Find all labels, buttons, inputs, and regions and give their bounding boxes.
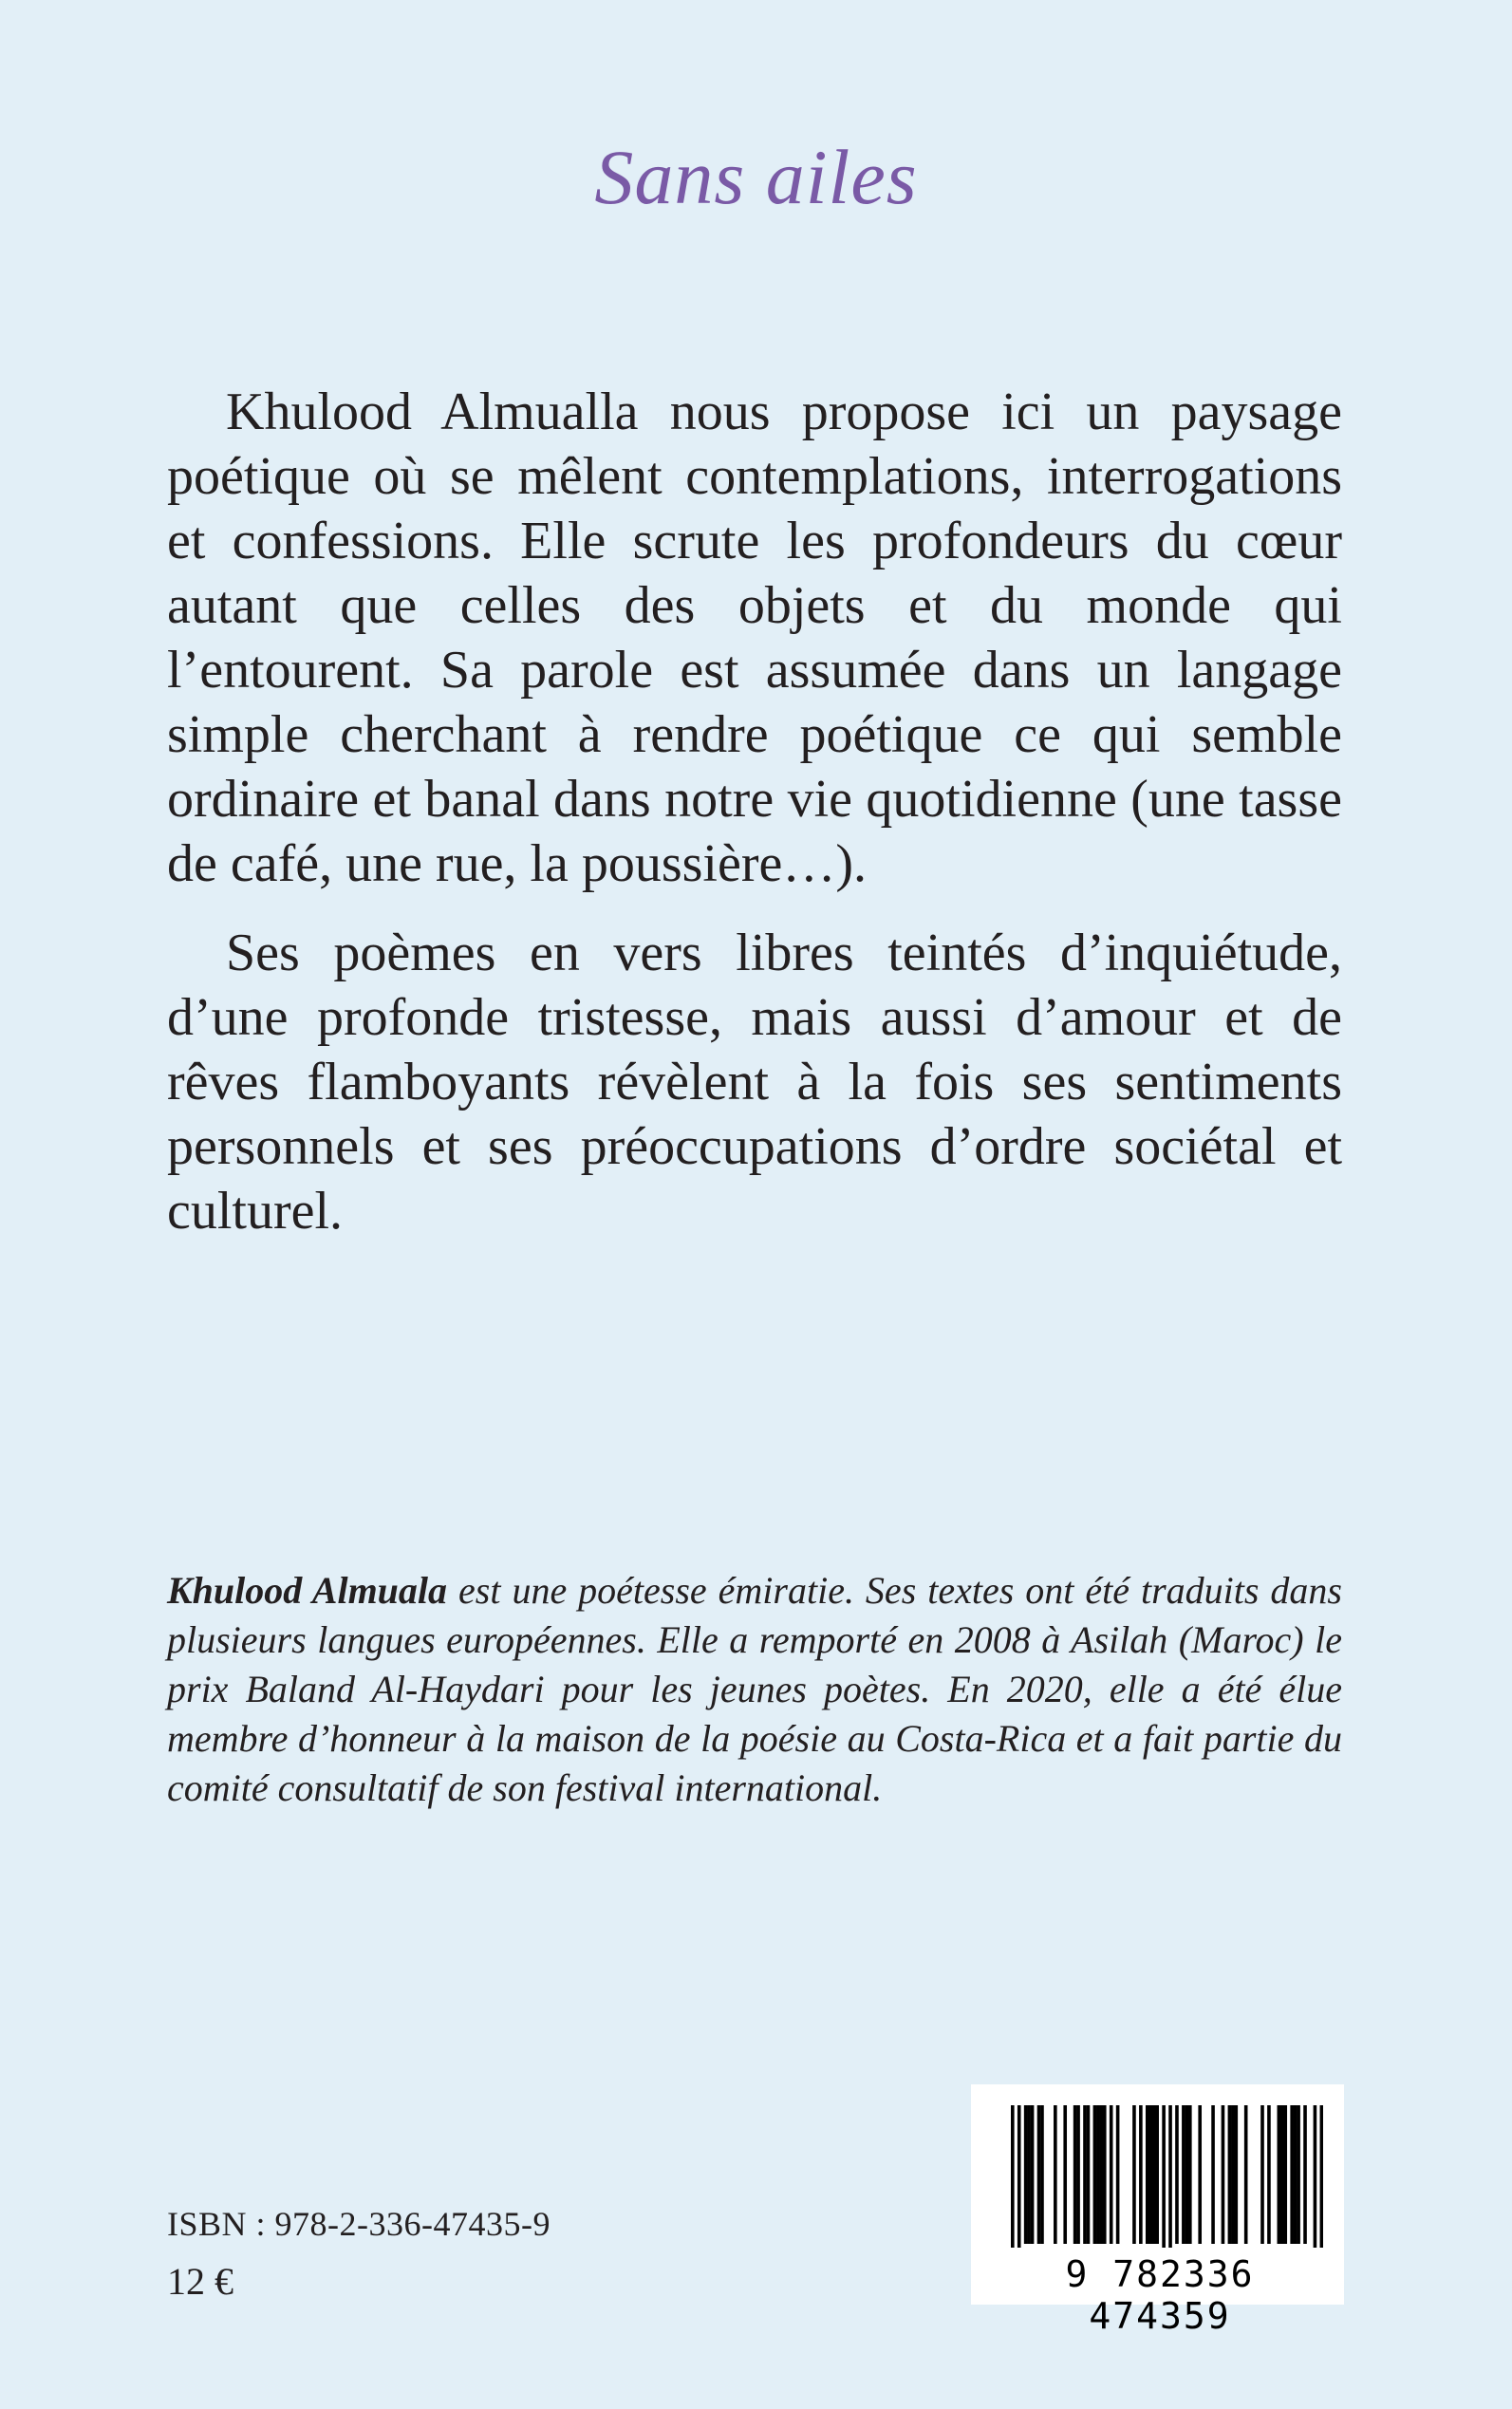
barcode-bar (1093, 2105, 1097, 2244)
book-blurb (167, 380, 1342, 1268)
barcode-bar (1132, 2105, 1136, 2244)
barcode-bar (1155, 2105, 1159, 2244)
barcode-bar (1031, 2105, 1035, 2244)
barcode-bar (1185, 2105, 1189, 2244)
price: 12 € (167, 2260, 233, 2303)
barcode-bar (1188, 2105, 1192, 2244)
barcode-bar (1231, 2105, 1235, 2244)
barcode-bar (1175, 2105, 1179, 2244)
barcode-guard-bar (1168, 2105, 1172, 2248)
barcode-bar (1267, 2105, 1271, 2244)
barcode-bar (1139, 2105, 1143, 2244)
barcode-bar (1280, 2105, 1284, 2244)
barcode-bar (1303, 2105, 1307, 2244)
barcode-bar (1054, 2105, 1057, 2244)
barcode (971, 2084, 1344, 2337)
barcode-bar (1294, 2105, 1297, 2244)
author-name: Khulood Almuala (167, 1569, 448, 1612)
barcode-bar (1278, 2105, 1281, 2244)
barcode-bar (1244, 2105, 1248, 2244)
author-bio (167, 1566, 1342, 1813)
barcode-bar (1116, 2105, 1120, 2244)
barcode-guard-bar (1162, 2105, 1166, 2248)
barcode-bar (1103, 2105, 1107, 2244)
barcode-bar (1076, 2105, 1080, 2244)
barcode-bar (1211, 2105, 1215, 2244)
barcode-bar (1290, 2105, 1294, 2244)
barcode-bar (1037, 2105, 1041, 2244)
barcode-guard-bar (1320, 2105, 1323, 2248)
barcode-bar (1148, 2105, 1152, 2244)
book-title: Sans ailes (594, 134, 918, 220)
barcode-bar (1260, 2105, 1264, 2244)
barcode-guard-bar (1011, 2105, 1015, 2248)
barcode-bar (1283, 2105, 1287, 2244)
barcode-digits: 9 782336 474359 (1065, 2253, 1255, 2337)
barcode-bar (1110, 2105, 1113, 2244)
barcode-bar (1027, 2105, 1031, 2244)
blurb-paragraph: Khulood Almualla nous propose ici un paysage poétique où se mêlent contemplations, interrogations et confessions. Elle scrute les profondeurs du cœur autant que celles des objets et du monde qui l’entourent. Sa parole est assumée dans un langage simple cherchant à rendre poétique ce qui semble ordinaire et banal dans notre vie quotidienne (une tasse de café, une rue, la poussière…). (167, 383, 1342, 893)
barcode-bar (1222, 2105, 1225, 2244)
barcode-bar (1073, 2105, 1077, 2244)
barcode-bar (1024, 2105, 1028, 2244)
barcode-bar (1063, 2105, 1067, 2244)
barcode-bar (1297, 2105, 1300, 2244)
barcode-bar (1083, 2105, 1087, 2244)
barcode-bar (1152, 2105, 1156, 2244)
barcode-guard-bar (1314, 2105, 1317, 2248)
barcode-bar (1234, 2105, 1238, 2244)
barcode-bar (1100, 2105, 1104, 2244)
barcode-bar (1096, 2105, 1100, 2244)
isbn: ISBN : 978-2-336-47435-9 (167, 2205, 551, 2243)
blurb-paragraph: Ses poèmes en vers libres teintés d’inquiétude, d’une profonde tristesse, mais aussi d’amour et de rêves flamboyants révèlent à la fois ses sentiments personnels et ses préoccupations d’ordre sociétal et culturel. (167, 924, 1342, 1241)
barcode-bar (1087, 2105, 1091, 2244)
barcode-bar (1146, 2105, 1149, 2244)
author-bio-text: est une poétesse émiratie. Ses textes ont été traduits dans plusieurs langues européennes. Elle a remporté en 2008 à Asilah (Maroc) le prix Baland Al-Haydari pour les jeunes poètes. En 2020, elle a été élue membre d’honneur à la maison de la poésie au Costa-Rica et a fait partie du comité consultatif de son festival international. (167, 1569, 1342, 1809)
barcode-bar (1228, 2105, 1232, 2244)
barcode-bars (992, 2105, 1323, 2248)
barcode-bar (1198, 2105, 1202, 2244)
barcode-bar (1182, 2105, 1185, 2244)
barcode-bar (1040, 2105, 1044, 2244)
barcode-guard-bar (1017, 2105, 1021, 2248)
